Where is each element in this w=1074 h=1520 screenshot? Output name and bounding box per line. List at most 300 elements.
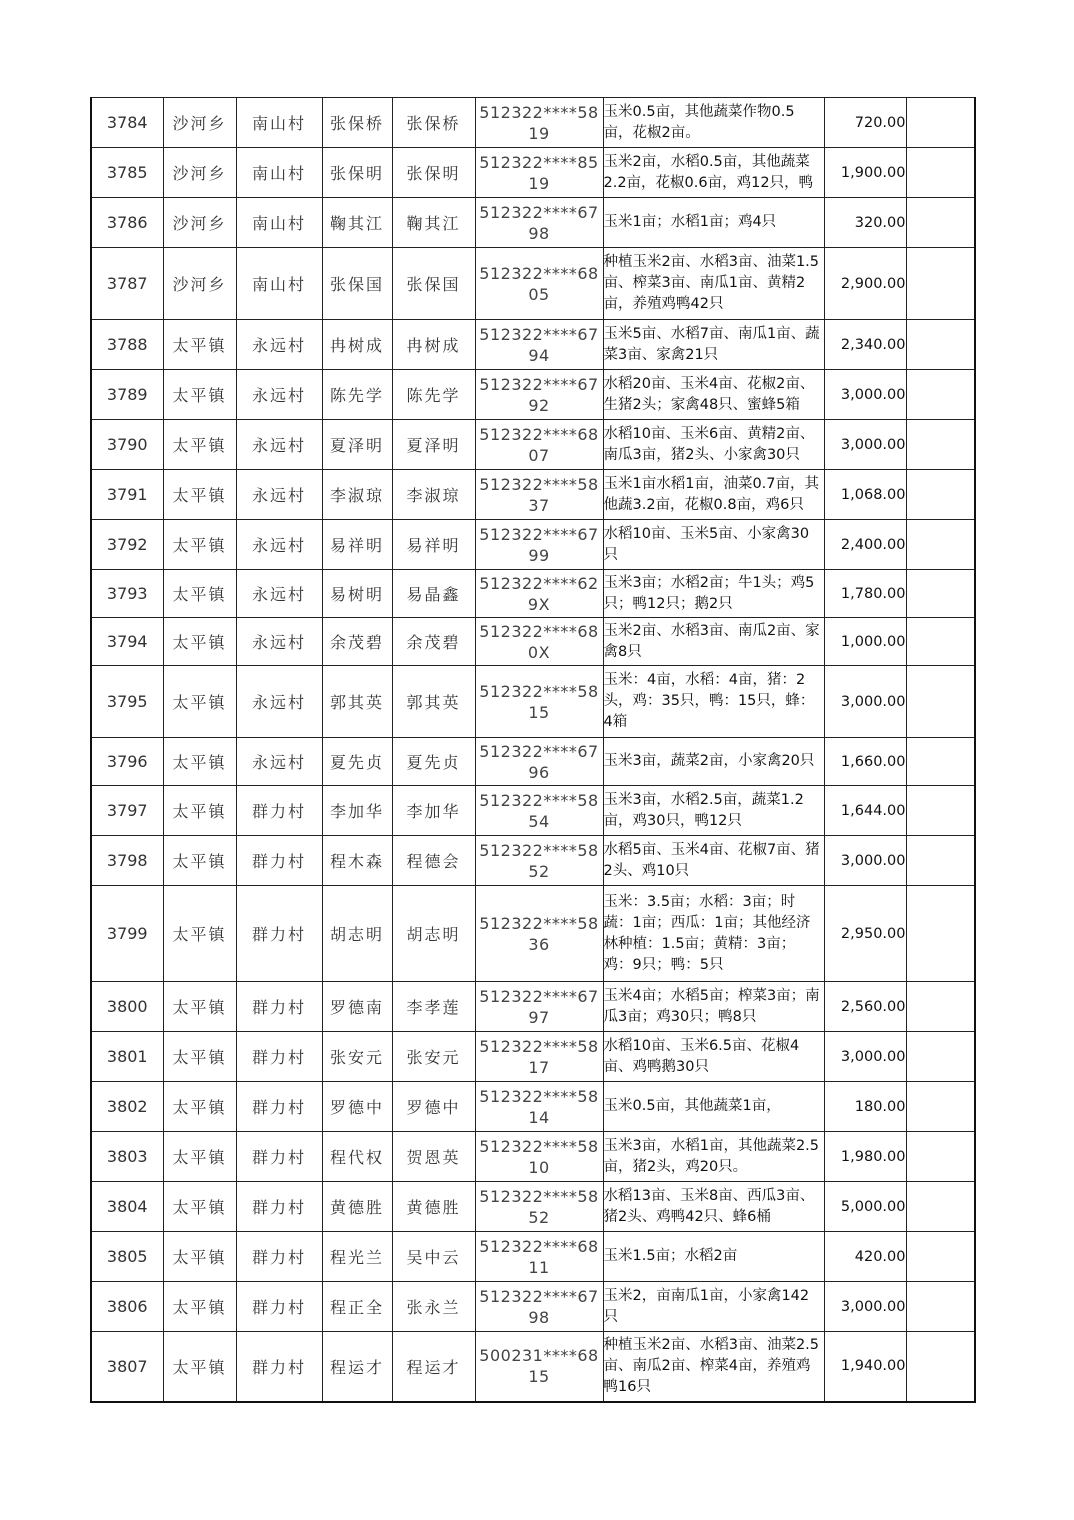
village-cell: 群力村 [236, 1132, 322, 1182]
township-cell: 沙河乡 [163, 248, 236, 320]
id-number-line-1: 512322****67 [479, 986, 599, 1006]
table-row [91, 886, 975, 982]
row-number-cell: 3787 [91, 248, 163, 320]
id-number-line-1: 512322****67 [479, 1286, 599, 1306]
id-number-line-1: 512322****67 [479, 374, 599, 394]
id-number-line-1: 512322****58 [479, 913, 599, 933]
household-name-cell: 鞠其江 [322, 198, 392, 248]
subsidy-amount-cell: 320.00 [824, 198, 906, 248]
table-row [91, 1332, 975, 1402]
village-cell: 南山村 [236, 198, 322, 248]
village-cell: 南山村 [236, 98, 322, 148]
subsidy-amount-cell: 2,560.00 [824, 982, 906, 1032]
household-name-cell: 冉树成 [322, 320, 392, 370]
id-number-cell [475, 420, 603, 470]
remarks-cell [906, 1082, 975, 1132]
id-number-line-2: 54 [528, 811, 550, 831]
production-description-cell [603, 1032, 824, 1082]
payee-name-cell: 李孝莲 [392, 982, 475, 1032]
id-number-cell [475, 738, 603, 786]
row-number-cell: 3803 [91, 1132, 163, 1182]
table-row [91, 370, 975, 420]
production-description-text: 玉米：3.5亩；水稻：3亩；时蔬：1亩；西瓜：1亩；其他经济林种植：1.5亩；黄精：3亩；鸡：9只；鸭：5只 [603, 893, 811, 973]
household-name-cell: 郭其英 [322, 666, 392, 738]
subsidy-amount-cell: 1,900.00 [824, 148, 906, 198]
production-description-cell [603, 1282, 824, 1332]
township-cell: 太平镇 [163, 1032, 236, 1082]
payee-name-cell: 程运才 [392, 1332, 475, 1402]
production-description-text: 玉米3亩；水稻2亩；牛1头；鸡5只；鸭12只；鹅2只 [603, 574, 815, 612]
household-name-cell: 李淑琼 [322, 470, 392, 520]
production-description-text: 种植玉米2亩、水稻3亩、油菜2.5亩、南瓜2亩、榨菜4亩，养殖鸡鸭16只 [603, 1336, 820, 1395]
household-name-cell: 陈先学 [322, 370, 392, 420]
production-description-text: 玉米5亩、水稻7亩、南瓜1亩、蔬菜3亩、家禽21只 [603, 325, 820, 363]
subsidy-amount-cell: 1,780.00 [824, 570, 906, 618]
payee-name-cell: 陈先学 [392, 370, 475, 420]
id-number-cell [475, 618, 603, 666]
township-cell: 太平镇 [163, 470, 236, 520]
production-description-text: 玉米3亩，蔬菜2亩，小家禽20只 [603, 753, 815, 769]
household-name-cell: 程木森 [322, 836, 392, 886]
household-name-cell: 李加华 [322, 786, 392, 836]
payee-name-cell: 张保国 [392, 248, 475, 320]
production-description-cell [603, 1232, 824, 1282]
production-description-text: 玉米3亩，水稻2.5亩，蔬菜1.2亩，鸡30只，鸭12只 [603, 791, 804, 829]
remarks-cell [906, 370, 975, 420]
row-number-cell: 3805 [91, 1232, 163, 1282]
production-description-text: 水稻10亩、玉米5亩、小家禽30只 [603, 525, 810, 563]
remarks-cell [906, 98, 975, 148]
table-row [91, 320, 975, 370]
production-description-text: 玉米2亩，水稻0.5亩，其他蔬菜2.2亩，花椒0.6亩，鸡12只，鸭 [603, 153, 814, 191]
row-number-cell: 3790 [91, 420, 163, 470]
production-description-cell [603, 666, 824, 738]
subsidy-amount-cell: 3,000.00 [824, 420, 906, 470]
id-number-cell [475, 1332, 603, 1402]
id-number-line-2: 19 [528, 173, 550, 193]
table-row [91, 1082, 975, 1132]
remarks-cell [906, 1132, 975, 1182]
id-number-line-2: 07 [528, 445, 550, 465]
township-cell: 太平镇 [163, 982, 236, 1032]
household-name-cell: 张安元 [322, 1032, 392, 1082]
payee-name-cell: 夏泽明 [392, 420, 475, 470]
production-description-cell [603, 618, 824, 666]
row-number-cell: 3789 [91, 370, 163, 420]
id-number-cell [475, 320, 603, 370]
remarks-cell [906, 198, 975, 248]
production-description-cell [603, 148, 824, 198]
id-number-line-1: 512322****58 [479, 1136, 599, 1156]
household-name-cell: 张保国 [322, 248, 392, 320]
id-number-line-2: 99 [528, 545, 550, 565]
id-number-line-2: 92 [528, 395, 550, 415]
table-row [91, 98, 975, 148]
village-cell: 永远村 [236, 520, 322, 570]
remarks-cell [906, 420, 975, 470]
township-cell: 太平镇 [163, 738, 236, 786]
subsidy-amount-cell: 3,000.00 [824, 370, 906, 420]
production-description-text: 水稻10亩、玉米6.5亩、花椒4亩、鸡鸭鹅30只 [603, 1037, 800, 1075]
id-number-line-2: 98 [528, 223, 550, 243]
payee-name-cell: 张保明 [392, 148, 475, 198]
subsidy-amount-cell: 3,000.00 [824, 666, 906, 738]
id-number-line-1: 512322****68 [479, 424, 599, 444]
id-number-cell [475, 836, 603, 886]
payee-name-cell: 张安元 [392, 1032, 475, 1082]
village-cell: 群力村 [236, 1282, 322, 1332]
remarks-cell [906, 982, 975, 1032]
table-row [91, 1132, 975, 1182]
id-number-line-2: 10 [528, 1157, 550, 1177]
table-row [91, 786, 975, 836]
production-description-cell [603, 1132, 824, 1182]
household-name-cell: 程代权 [322, 1132, 392, 1182]
subsidy-amount-cell: 3,000.00 [824, 1282, 906, 1332]
remarks-cell [906, 786, 975, 836]
row-number-cell: 3802 [91, 1082, 163, 1132]
household-name-cell: 胡志明 [322, 886, 392, 982]
id-number-cell [475, 982, 603, 1032]
production-description-text: 玉米0.5亩，其他蔬菜作物0.5亩，花椒2亩。 [603, 103, 795, 141]
production-description-cell [603, 1082, 824, 1132]
table-row [91, 420, 975, 470]
township-cell: 太平镇 [163, 666, 236, 738]
production-description-cell [603, 786, 824, 836]
household-name-cell: 程光兰 [322, 1232, 392, 1282]
village-cell: 永远村 [236, 570, 322, 618]
id-number-line-2: 52 [528, 1207, 550, 1227]
production-description-cell [603, 198, 824, 248]
production-description-text: 玉米1亩；水稻1亩；鸡4只 [603, 214, 777, 230]
production-description-cell [603, 886, 824, 982]
remarks-cell [906, 320, 975, 370]
table-row [91, 1232, 975, 1282]
township-cell: 太平镇 [163, 786, 236, 836]
id-number-line-2: 36 [528, 934, 550, 954]
subsidy-amount-cell: 2,340.00 [824, 320, 906, 370]
production-description-cell [603, 248, 824, 320]
remarks-cell [906, 886, 975, 982]
id-number-line-1: 512322****68 [479, 263, 599, 283]
payee-name-cell: 夏先贞 [392, 738, 475, 786]
remarks-cell [906, 1332, 975, 1402]
id-number-cell [475, 470, 603, 520]
id-number-cell [475, 886, 603, 982]
payee-name-cell: 李加华 [392, 786, 475, 836]
row-number-cell: 3792 [91, 520, 163, 570]
table-row [91, 618, 975, 666]
township-cell: 太平镇 [163, 1182, 236, 1232]
remarks-cell [906, 618, 975, 666]
household-name-cell: 张保桥 [322, 98, 392, 148]
table-row [91, 520, 975, 570]
township-cell: 太平镇 [163, 836, 236, 886]
subsidy-amount-cell: 2,400.00 [824, 520, 906, 570]
row-number-cell: 3804 [91, 1182, 163, 1232]
payee-name-cell: 李淑琼 [392, 470, 475, 520]
township-cell: 太平镇 [163, 570, 236, 618]
id-number-cell [475, 198, 603, 248]
village-cell: 群力村 [236, 1082, 322, 1132]
payee-name-cell: 黄德胜 [392, 1182, 475, 1232]
subsidy-ledger-table [90, 97, 976, 1403]
remarks-cell [906, 1232, 975, 1282]
id-number-line-1: 512322****68 [479, 1236, 599, 1256]
production-description-cell [603, 570, 824, 618]
production-description-cell [603, 836, 824, 886]
production-description-cell [603, 520, 824, 570]
production-description-cell [603, 1332, 824, 1402]
id-number-cell [475, 666, 603, 738]
production-description-cell [603, 370, 824, 420]
id-number-line-1: 512322****58 [479, 790, 599, 810]
id-number-line-1: 512322****85 [479, 152, 599, 172]
subsidy-amount-cell: 1,068.00 [824, 470, 906, 520]
id-number-line-1: 512322****58 [479, 1086, 599, 1106]
table-row [91, 666, 975, 738]
id-number-line-2: 37 [528, 495, 550, 515]
payee-name-cell: 胡志明 [392, 886, 475, 982]
id-number-line-2: 05 [528, 284, 550, 304]
subsidy-amount-cell: 2,900.00 [824, 248, 906, 320]
village-cell: 永远村 [236, 618, 322, 666]
household-name-cell: 程运才 [322, 1332, 392, 1402]
household-name-cell: 程正全 [322, 1282, 392, 1332]
production-description-text: 玉米2亩、水稻3亩、南瓜2亩、家禽8只 [603, 622, 820, 660]
id-number-cell [475, 520, 603, 570]
production-description-text: 玉米0.5亩，其他蔬菜1亩， [603, 1098, 781, 1114]
production-description-cell [603, 420, 824, 470]
household-name-cell: 易树明 [322, 570, 392, 618]
remarks-cell [906, 570, 975, 618]
production-description-text: 玉米2，亩南瓜1亩，小家禽142只 [603, 1287, 810, 1325]
id-number-line-1: 512322****58 [479, 1036, 599, 1056]
village-cell: 群力村 [236, 1182, 322, 1232]
id-number-cell [475, 98, 603, 148]
id-number-line-1: 512322****62 [479, 573, 599, 593]
village-cell: 永远村 [236, 738, 322, 786]
id-number-line-2: 19 [528, 123, 550, 143]
payee-name-cell: 易晶鑫 [392, 570, 475, 618]
production-description-text: 玉米3亩，水稻1亩，其他蔬菜2.5亩，猪2头，鸡20只。 [603, 1137, 820, 1175]
subsidy-amount-cell: 3,000.00 [824, 836, 906, 886]
id-number-cell [475, 1032, 603, 1082]
remarks-cell [906, 666, 975, 738]
subsidy-amount-cell: 1,980.00 [824, 1132, 906, 1182]
payee-name-cell: 贺恩英 [392, 1132, 475, 1182]
production-description-text: 水稻13亩、玉米8亩、西瓜3亩、猪2头、鸡鸭42只、蜂6桶 [603, 1187, 815, 1225]
row-number-cell: 3796 [91, 738, 163, 786]
village-cell: 群力村 [236, 836, 322, 886]
household-name-cell: 罗德中 [322, 1082, 392, 1132]
township-cell: 太平镇 [163, 420, 236, 470]
id-number-line-1: 512322****67 [479, 524, 599, 544]
village-cell: 永远村 [236, 470, 322, 520]
table-row [91, 1032, 975, 1082]
remarks-cell [906, 738, 975, 786]
payee-name-cell: 罗德中 [392, 1082, 475, 1132]
row-number-cell: 3788 [91, 320, 163, 370]
id-number-cell [475, 570, 603, 618]
village-cell: 永远村 [236, 370, 322, 420]
production-description-text: 水稻10亩、玉米6亩、黄精2亩、南瓜3亩，猪2头、小家禽30只 [603, 425, 815, 463]
id-number-line-1: 512322****67 [479, 324, 599, 344]
township-cell: 太平镇 [163, 618, 236, 666]
table-row [91, 1282, 975, 1332]
payee-name-cell: 张保桥 [392, 98, 475, 148]
household-name-cell: 张保明 [322, 148, 392, 198]
id-number-cell [475, 148, 603, 198]
production-description-text: 水稻5亩、玉米4亩、花椒7亩、猪2头、鸡10只 [603, 841, 820, 879]
payee-name-cell: 吴中云 [392, 1232, 475, 1282]
township-cell: 太平镇 [163, 520, 236, 570]
production-description-text: 水稻20亩、玉米4亩、花椒2亩、生猪2头；家禽48只、蜜蜂5箱 [603, 375, 815, 413]
production-description-text: 玉米1.5亩；水稻2亩 [603, 1248, 738, 1264]
township-cell: 沙河乡 [163, 98, 236, 148]
row-number-cell: 3801 [91, 1032, 163, 1082]
remarks-cell [906, 470, 975, 520]
production-description-cell [603, 982, 824, 1032]
payee-name-cell: 鞠其江 [392, 198, 475, 248]
subsidy-amount-cell: 720.00 [824, 98, 906, 148]
subsidy-amount-cell: 2,950.00 [824, 886, 906, 982]
township-cell: 太平镇 [163, 1132, 236, 1182]
township-cell: 太平镇 [163, 1232, 236, 1282]
village-cell: 南山村 [236, 248, 322, 320]
table-row [91, 198, 975, 248]
township-cell: 太平镇 [163, 1282, 236, 1332]
id-number-line-2: 9X [527, 594, 551, 614]
production-description-cell [603, 738, 824, 786]
row-number-cell: 3807 [91, 1332, 163, 1402]
village-cell: 群力村 [236, 982, 322, 1032]
ledger-body [91, 98, 975, 1402]
row-number-cell: 3799 [91, 886, 163, 982]
remarks-cell [906, 1032, 975, 1082]
subsidy-amount-cell: 1,660.00 [824, 738, 906, 786]
payee-name-cell: 张永兰 [392, 1282, 475, 1332]
payee-name-cell: 冉树成 [392, 320, 475, 370]
id-number-line-2: 98 [528, 1307, 550, 1327]
remarks-cell [906, 1182, 975, 1232]
township-cell: 沙河乡 [163, 198, 236, 248]
village-cell: 永远村 [236, 420, 322, 470]
row-number-cell: 3806 [91, 1282, 163, 1332]
row-number-cell: 3784 [91, 98, 163, 148]
id-number-cell [475, 370, 603, 420]
id-number-line-1: 512322****67 [479, 202, 599, 222]
production-description-cell [603, 1182, 824, 1232]
village-cell: 群力村 [236, 1232, 322, 1282]
table-row [91, 570, 975, 618]
production-description-text: 种植玉米2亩、水稻3亩、油菜1.5亩、榨菜3亩、南瓜1亩、黄精2亩，养殖鸡鸭42只 [603, 254, 820, 312]
table-row [91, 738, 975, 786]
row-number-cell: 3786 [91, 198, 163, 248]
id-number-cell [475, 1282, 603, 1332]
township-cell: 太平镇 [163, 370, 236, 420]
production-description-text: 玉米1亩水稻1亩，油菜0.7亩，其他蔬3.2亩，花椒0.8亩，鸡6只 [603, 475, 820, 513]
remarks-cell [906, 248, 975, 320]
household-name-cell: 夏先贞 [322, 738, 392, 786]
village-cell: 群力村 [236, 886, 322, 982]
id-number-line-1: 512322****58 [479, 840, 599, 860]
remarks-cell [906, 520, 975, 570]
table-row [91, 836, 975, 886]
id-number-cell [475, 248, 603, 320]
id-number-line-2: 97 [528, 1007, 550, 1027]
household-name-cell: 夏泽明 [322, 420, 392, 470]
id-number-line-2: 52 [528, 861, 550, 881]
id-number-line-1: 512322****67 [479, 741, 599, 761]
village-cell: 群力村 [236, 1332, 322, 1402]
row-number-cell: 3785 [91, 148, 163, 198]
table-row [91, 1182, 975, 1232]
township-cell: 沙河乡 [163, 148, 236, 198]
id-number-cell [475, 1182, 603, 1232]
id-number-line-1: 512322****58 [479, 1186, 599, 1206]
production-description-cell [603, 470, 824, 520]
id-number-cell [475, 1082, 603, 1132]
subsidy-amount-cell: 1,940.00 [824, 1332, 906, 1402]
production-description-text: 玉米4亩；水稻5亩；榨菜3亩；南瓜3亩；鸡30只；鸭8只 [603, 987, 820, 1025]
household-name-cell: 罗德南 [322, 982, 392, 1032]
village-cell: 南山村 [236, 148, 322, 198]
id-number-line-1: 512322****58 [479, 681, 599, 701]
production-description-cell [603, 98, 824, 148]
id-number-cell [475, 1232, 603, 1282]
village-cell: 群力村 [236, 786, 322, 836]
row-number-cell: 3800 [91, 982, 163, 1032]
remarks-cell [906, 836, 975, 886]
id-number-line-2: 96 [528, 762, 550, 782]
payee-name-cell: 程德会 [392, 836, 475, 886]
production-description-cell [603, 320, 824, 370]
table-row [91, 470, 975, 520]
subsidy-amount-cell: 180.00 [824, 1082, 906, 1132]
township-cell: 太平镇 [163, 886, 236, 982]
row-number-cell: 3798 [91, 836, 163, 886]
township-cell: 太平镇 [163, 1082, 236, 1132]
household-name-cell: 余茂碧 [322, 618, 392, 666]
id-number-line-2: 15 [528, 702, 550, 722]
subsidy-amount-cell: 5,000.00 [824, 1182, 906, 1232]
id-number-line-1: 512322****58 [479, 102, 599, 122]
remarks-cell [906, 1282, 975, 1332]
village-cell: 永远村 [236, 666, 322, 738]
id-number-line-1: 512322****58 [479, 474, 599, 494]
row-number-cell: 3791 [91, 470, 163, 520]
id-number-line-2: 11 [528, 1257, 550, 1277]
row-number-cell: 3797 [91, 786, 163, 836]
id-number-line-2: 15 [528, 1367, 550, 1387]
table-row [91, 148, 975, 198]
row-number-cell: 3794 [91, 618, 163, 666]
id-number-line-2: 0X [527, 642, 551, 662]
village-cell: 群力村 [236, 1032, 322, 1082]
remarks-cell [906, 148, 975, 198]
table-row [91, 982, 975, 1032]
payee-name-cell: 余茂碧 [392, 618, 475, 666]
id-number-line-2: 94 [528, 345, 550, 365]
payee-name-cell: 易祥明 [392, 520, 475, 570]
household-name-cell: 易祥明 [322, 520, 392, 570]
township-cell: 太平镇 [163, 320, 236, 370]
subsidy-amount-cell: 1,644.00 [824, 786, 906, 836]
id-number-line-1: 512322****68 [479, 621, 599, 641]
id-number-line-2: 14 [528, 1107, 550, 1127]
subsidy-amount-cell: 3,000.00 [824, 1032, 906, 1082]
